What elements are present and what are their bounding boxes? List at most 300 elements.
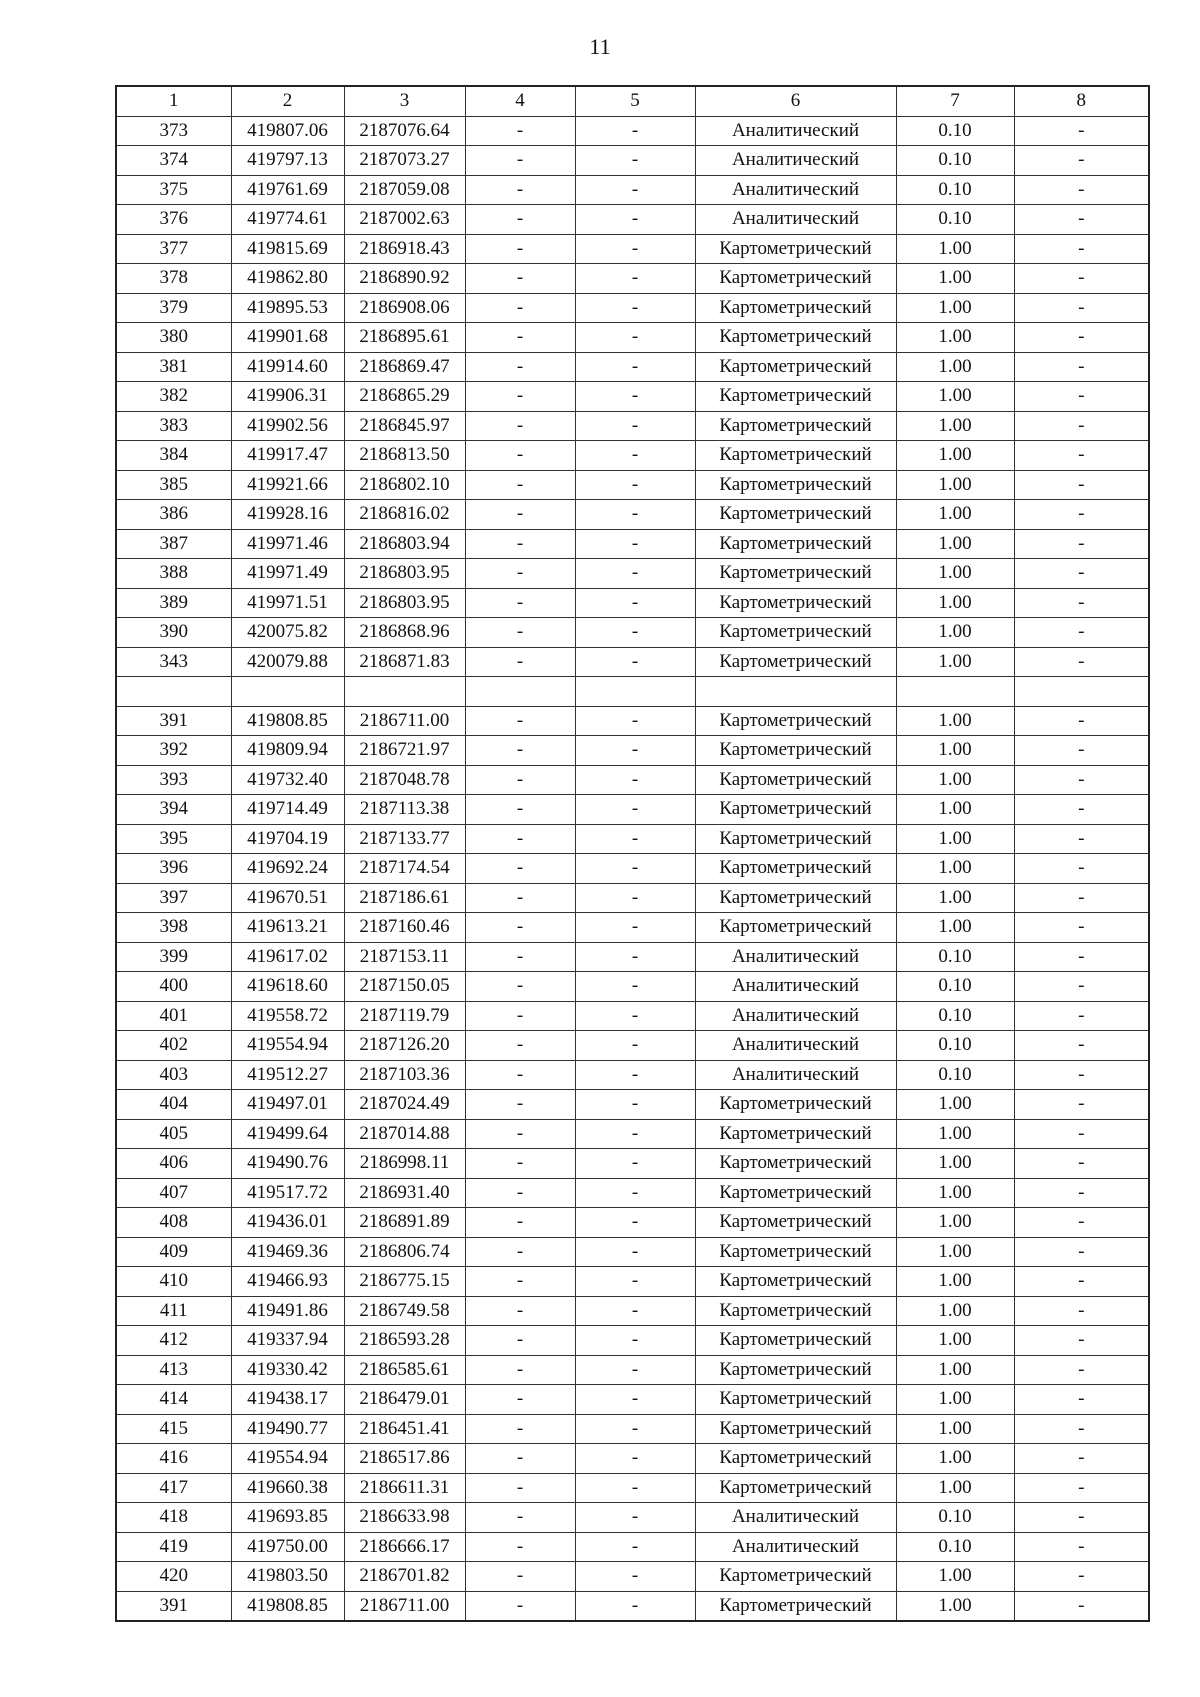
col-5-value-cell: - — [575, 736, 695, 766]
accuracy-cell: 0.10 — [896, 972, 1014, 1002]
col-5-value-cell: - — [575, 234, 695, 264]
y-coordinate-cell: 2187150.05 — [344, 972, 465, 1002]
y-coordinate-cell: 2186813.50 — [344, 441, 465, 471]
col-4-value-cell — [465, 677, 575, 707]
y-coordinate-cell: 2187160.46 — [344, 913, 465, 943]
point-number-cell: 418 — [116, 1503, 231, 1533]
table-row — [116, 175, 1149, 205]
accuracy-cell: 1.00 — [896, 1562, 1014, 1592]
col-4-value-cell: - — [465, 1031, 575, 1061]
accuracy-cell: 1.00 — [896, 559, 1014, 589]
y-coordinate-cell: 2187126.20 — [344, 1031, 465, 1061]
method-cell: Картометрический — [695, 736, 896, 766]
col-8-value-cell — [1014, 677, 1149, 707]
table-row — [116, 1591, 1149, 1621]
y-coordinate-cell: 2186633.98 — [344, 1503, 465, 1533]
col-5-value-cell: - — [575, 588, 695, 618]
point-number-cell: 374 — [116, 146, 231, 176]
table-row — [116, 500, 1149, 530]
table-row — [116, 588, 1149, 618]
x-coordinate-cell: 419466.93 — [231, 1267, 344, 1297]
accuracy-cell: 0.10 — [896, 146, 1014, 176]
point-number-cell: 381 — [116, 352, 231, 382]
x-coordinate-cell: 420075.82 — [231, 618, 344, 648]
table-row — [116, 677, 1149, 707]
method-cell: Картометрический — [695, 1178, 896, 1208]
point-number-cell: 343 — [116, 647, 231, 677]
method-cell: Картометрический — [695, 618, 896, 648]
x-coordinate-cell: 419490.77 — [231, 1414, 344, 1444]
table-row — [116, 824, 1149, 854]
y-coordinate-cell: 2187186.61 — [344, 883, 465, 913]
x-coordinate-cell: 419901.68 — [231, 323, 344, 353]
col-5-value-cell: - — [575, 1562, 695, 1592]
col-5-value-cell: - — [575, 1326, 695, 1356]
table-row — [116, 205, 1149, 235]
x-coordinate-cell: 419761.69 — [231, 175, 344, 205]
method-cell: Картометрический — [695, 1296, 896, 1326]
accuracy-cell — [896, 677, 1014, 707]
y-coordinate-cell: 2186701.82 — [344, 1562, 465, 1592]
x-coordinate-cell: 419803.50 — [231, 1562, 344, 1592]
y-coordinate-cell: 2186868.96 — [344, 618, 465, 648]
col-8-value-cell: - — [1014, 706, 1149, 736]
col-8-value-cell: - — [1014, 1060, 1149, 1090]
point-number-cell: 420 — [116, 1562, 231, 1592]
table-row — [116, 1444, 1149, 1474]
col-8-value-cell: - — [1014, 1385, 1149, 1415]
method-cell: Картометрический — [695, 1414, 896, 1444]
col-4-value-cell: - — [465, 618, 575, 648]
method-cell: Аналитический — [695, 1503, 896, 1533]
table-row — [116, 1503, 1149, 1533]
col-4-value-cell: - — [465, 1090, 575, 1120]
col-4-value-cell: - — [465, 1296, 575, 1326]
method-cell: Картометрический — [695, 883, 896, 913]
col-4-value-cell: - — [465, 1267, 575, 1297]
y-coordinate-cell: 2186775.15 — [344, 1267, 465, 1297]
col-5-value-cell: - — [575, 205, 695, 235]
col-8-value-cell: - — [1014, 146, 1149, 176]
table-row — [116, 293, 1149, 323]
table-row — [116, 382, 1149, 412]
col-8-value-cell: - — [1014, 1208, 1149, 1238]
point-number-cell: 387 — [116, 529, 231, 559]
method-cell: Картометрический — [695, 382, 896, 412]
col-4-value-cell: - — [465, 706, 575, 736]
col-5-value-cell: - — [575, 1414, 695, 1444]
x-coordinate-cell: 419808.85 — [231, 1591, 344, 1621]
col-4-value-cell: - — [465, 234, 575, 264]
point-number-cell: 403 — [116, 1060, 231, 1090]
y-coordinate-cell: 2187103.36 — [344, 1060, 465, 1090]
point-number-cell: 385 — [116, 470, 231, 500]
x-coordinate-cell: 419330.42 — [231, 1355, 344, 1385]
table-row — [116, 1237, 1149, 1267]
x-coordinate-cell: 419490.76 — [231, 1149, 344, 1179]
col-5-value-cell: - — [575, 765, 695, 795]
col-5-value-cell: - — [575, 1296, 695, 1326]
column-header-2: 2 — [231, 86, 344, 116]
accuracy-cell: 1.00 — [896, 1414, 1014, 1444]
method-cell: Картометрический — [695, 588, 896, 618]
point-number-cell: 378 — [116, 264, 231, 294]
col-5-value-cell: - — [575, 1001, 695, 1031]
accuracy-cell: 1.00 — [896, 1237, 1014, 1267]
col-4-value-cell: - — [465, 146, 575, 176]
accuracy-cell: 1.00 — [896, 647, 1014, 677]
col-8-value-cell: - — [1014, 1237, 1149, 1267]
accuracy-cell: 0.10 — [896, 1503, 1014, 1533]
x-coordinate-cell: 419497.01 — [231, 1090, 344, 1120]
method-cell: Картометрический — [695, 824, 896, 854]
y-coordinate-cell: 2186871.83 — [344, 647, 465, 677]
x-coordinate-cell: 419491.86 — [231, 1296, 344, 1326]
method-cell: Картометрический — [695, 647, 896, 677]
y-coordinate-cell: 2186869.47 — [344, 352, 465, 382]
table-row — [116, 883, 1149, 913]
col-5-value-cell: - — [575, 647, 695, 677]
y-coordinate-cell: 2186479.01 — [344, 1385, 465, 1415]
y-coordinate-cell: 2186711.00 — [344, 706, 465, 736]
col-8-value-cell: - — [1014, 1414, 1149, 1444]
accuracy-cell: 0.10 — [896, 942, 1014, 972]
point-number-cell: 417 — [116, 1473, 231, 1503]
accuracy-cell: 1.00 — [896, 1444, 1014, 1474]
accuracy-cell: 1.00 — [896, 529, 1014, 559]
col-5-value-cell: - — [575, 972, 695, 1002]
col-4-value-cell: - — [465, 1178, 575, 1208]
accuracy-cell: 1.00 — [896, 913, 1014, 943]
method-cell: Картометрический — [695, 441, 896, 471]
method-cell: Картометрический — [695, 352, 896, 382]
col-5-value-cell: - — [575, 1503, 695, 1533]
table-row — [116, 1296, 1149, 1326]
col-8-value-cell: - — [1014, 647, 1149, 677]
y-coordinate-cell: 2187076.64 — [344, 116, 465, 146]
point-number-cell: 391 — [116, 706, 231, 736]
col-4-value-cell: - — [465, 1355, 575, 1385]
col-8-value-cell: - — [1014, 854, 1149, 884]
method-cell: Картометрический — [695, 1267, 896, 1297]
x-coordinate-cell: 419512.27 — [231, 1060, 344, 1090]
x-coordinate-cell: 419921.66 — [231, 470, 344, 500]
col-8-value-cell: - — [1014, 1473, 1149, 1503]
col-4-value-cell: - — [465, 1060, 575, 1090]
x-coordinate-cell: 419704.19 — [231, 824, 344, 854]
col-8-value-cell: - — [1014, 264, 1149, 294]
method-cell: Картометрический — [695, 1208, 896, 1238]
table-row — [116, 323, 1149, 353]
point-number-cell: 419 — [116, 1532, 231, 1562]
point-number-cell: 415 — [116, 1414, 231, 1444]
col-8-value-cell: - — [1014, 736, 1149, 766]
col-8-value-cell: - — [1014, 1090, 1149, 1120]
col-5-value-cell: - — [575, 323, 695, 353]
method-cell: Картометрический — [695, 1090, 896, 1120]
col-5-value-cell: - — [575, 883, 695, 913]
method-cell: Картометрический — [695, 1355, 896, 1385]
point-number-cell: 400 — [116, 972, 231, 1002]
col-5-value-cell: - — [575, 706, 695, 736]
col-5-value-cell: - — [575, 795, 695, 825]
col-5-value-cell: - — [575, 1119, 695, 1149]
point-number-cell: 406 — [116, 1149, 231, 1179]
point-number-cell: 411 — [116, 1296, 231, 1326]
method-cell: Картометрический — [695, 1326, 896, 1356]
page-number: 11 — [589, 34, 611, 59]
point-number-cell: 386 — [116, 500, 231, 530]
y-coordinate-cell: 2186806.74 — [344, 1237, 465, 1267]
method-cell: Картометрический — [695, 1444, 896, 1474]
col-5-value-cell: - — [575, 942, 695, 972]
accuracy-cell: 1.00 — [896, 1267, 1014, 1297]
point-number-cell: 399 — [116, 942, 231, 972]
table-row — [116, 352, 1149, 382]
col-4-value-cell: - — [465, 1237, 575, 1267]
x-coordinate-cell: 419862.80 — [231, 264, 344, 294]
col-4-value-cell: - — [465, 1562, 575, 1592]
y-coordinate-cell: 2187024.49 — [344, 1090, 465, 1120]
col-8-value-cell: - — [1014, 293, 1149, 323]
col-4-value-cell: - — [465, 795, 575, 825]
method-cell — [695, 677, 896, 707]
method-cell: Аналитический — [695, 942, 896, 972]
coordinates-table — [115, 85, 1150, 1622]
col-5-value-cell: - — [575, 175, 695, 205]
table-row — [116, 1532, 1149, 1562]
col-8-value-cell: - — [1014, 1355, 1149, 1385]
y-coordinate-cell: 2187014.88 — [344, 1119, 465, 1149]
column-header-3: 3 — [344, 86, 465, 116]
y-coordinate-cell: 2186931.40 — [344, 1178, 465, 1208]
col-5-value-cell: - — [575, 146, 695, 176]
y-coordinate-cell: 2186803.95 — [344, 559, 465, 589]
table-row — [116, 234, 1149, 264]
method-cell: Картометрический — [695, 264, 896, 294]
point-number-cell: 382 — [116, 382, 231, 412]
y-coordinate-cell: 2186451.41 — [344, 1414, 465, 1444]
point-number-cell: 412 — [116, 1326, 231, 1356]
col-4-value-cell: - — [465, 1414, 575, 1444]
col-4-value-cell: - — [465, 293, 575, 323]
y-coordinate-cell: 2186908.06 — [344, 293, 465, 323]
point-number-cell: 397 — [116, 883, 231, 913]
point-number-cell — [116, 677, 231, 707]
y-coordinate-cell: 2186895.61 — [344, 323, 465, 353]
y-coordinate-cell — [344, 677, 465, 707]
col-8-value-cell: - — [1014, 765, 1149, 795]
table-row — [116, 1326, 1149, 1356]
col-5-value-cell: - — [575, 1267, 695, 1297]
table-row — [116, 264, 1149, 294]
table-row — [116, 116, 1149, 146]
col-4-value-cell: - — [465, 854, 575, 884]
point-number-cell: 404 — [116, 1090, 231, 1120]
col-8-value-cell: - — [1014, 323, 1149, 353]
col-8-value-cell: - — [1014, 470, 1149, 500]
x-coordinate-cell: 419714.49 — [231, 795, 344, 825]
point-number-cell: 377 — [116, 234, 231, 264]
col-5-value-cell: - — [575, 1031, 695, 1061]
y-coordinate-cell: 2186865.29 — [344, 382, 465, 412]
table-row — [116, 647, 1149, 677]
accuracy-cell: 1.00 — [896, 1178, 1014, 1208]
col-5-value-cell: - — [575, 618, 695, 648]
method-cell: Картометрический — [695, 559, 896, 589]
col-8-value-cell: - — [1014, 352, 1149, 382]
table-row — [116, 1178, 1149, 1208]
col-4-value-cell: - — [465, 824, 575, 854]
point-number-cell: 376 — [116, 205, 231, 235]
point-number-cell: 391 — [116, 1591, 231, 1621]
y-coordinate-cell: 2186749.58 — [344, 1296, 465, 1326]
col-4-value-cell: - — [465, 500, 575, 530]
col-8-value-cell: - — [1014, 1031, 1149, 1061]
col-8-value-cell: - — [1014, 559, 1149, 589]
table-row — [116, 411, 1149, 441]
x-coordinate-cell — [231, 677, 344, 707]
point-number-cell: 379 — [116, 293, 231, 323]
point-number-cell: 380 — [116, 323, 231, 353]
accuracy-cell: 1.00 — [896, 706, 1014, 736]
y-coordinate-cell: 2187119.79 — [344, 1001, 465, 1031]
x-coordinate-cell: 419971.46 — [231, 529, 344, 559]
col-8-value-cell: - — [1014, 972, 1149, 1002]
accuracy-cell: 1.00 — [896, 795, 1014, 825]
x-coordinate-cell: 419436.01 — [231, 1208, 344, 1238]
point-number-cell: 414 — [116, 1385, 231, 1415]
col-8-value-cell: - — [1014, 942, 1149, 972]
accuracy-cell: 0.10 — [896, 1060, 1014, 1090]
y-coordinate-cell: 2187153.11 — [344, 942, 465, 972]
col-4-value-cell: - — [465, 529, 575, 559]
table-row — [116, 706, 1149, 736]
col-4-value-cell: - — [465, 1503, 575, 1533]
col-8-value-cell: - — [1014, 1296, 1149, 1326]
y-coordinate-cell: 2187002.63 — [344, 205, 465, 235]
col-8-value-cell: - — [1014, 824, 1149, 854]
col-5-value-cell: - — [575, 1591, 695, 1621]
table-row — [116, 529, 1149, 559]
col-5-value-cell: - — [575, 293, 695, 323]
col-5-value-cell: - — [575, 470, 695, 500]
col-5-value-cell: - — [575, 1090, 695, 1120]
col-4-value-cell: - — [465, 1385, 575, 1415]
accuracy-cell: 1.00 — [896, 883, 1014, 913]
x-coordinate-cell: 419554.94 — [231, 1444, 344, 1474]
table-row — [116, 1355, 1149, 1385]
col-8-value-cell: - — [1014, 1532, 1149, 1562]
table-row — [116, 146, 1149, 176]
table-body — [116, 116, 1149, 1621]
y-coordinate-cell: 2186918.43 — [344, 234, 465, 264]
x-coordinate-cell: 419554.94 — [231, 1031, 344, 1061]
table-row — [116, 1031, 1149, 1061]
accuracy-cell: 1.00 — [896, 323, 1014, 353]
y-coordinate-cell: 2186711.00 — [344, 1591, 465, 1621]
y-coordinate-cell: 2186721.97 — [344, 736, 465, 766]
accuracy-cell: 1.00 — [896, 500, 1014, 530]
col-5-value-cell: - — [575, 1237, 695, 1267]
table-row — [116, 736, 1149, 766]
point-number-cell: 398 — [116, 913, 231, 943]
x-coordinate-cell: 419618.60 — [231, 972, 344, 1002]
y-coordinate-cell: 2187073.27 — [344, 146, 465, 176]
point-number-cell: 408 — [116, 1208, 231, 1238]
x-coordinate-cell: 419660.38 — [231, 1473, 344, 1503]
col-5-value-cell: - — [575, 411, 695, 441]
method-cell: Картометрический — [695, 1591, 896, 1621]
point-number-cell: 373 — [116, 116, 231, 146]
col-8-value-cell: - — [1014, 1149, 1149, 1179]
col-8-value-cell: - — [1014, 382, 1149, 412]
accuracy-cell: 1.00 — [896, 352, 1014, 382]
y-coordinate-cell: 2186816.02 — [344, 500, 465, 530]
col-4-value-cell: - — [465, 913, 575, 943]
accuracy-cell: 1.00 — [896, 1208, 1014, 1238]
table-row — [116, 470, 1149, 500]
x-coordinate-cell: 419693.85 — [231, 1503, 344, 1533]
point-number-cell: 392 — [116, 736, 231, 766]
x-coordinate-cell: 419670.51 — [231, 883, 344, 913]
column-header-6: 6 — [695, 86, 896, 116]
method-cell: Картометрический — [695, 765, 896, 795]
col-5-value-cell: - — [575, 559, 695, 589]
accuracy-cell: 1.00 — [896, 293, 1014, 323]
accuracy-cell: 1.00 — [896, 470, 1014, 500]
col-8-value-cell: - — [1014, 1267, 1149, 1297]
col-5-value-cell: - — [575, 824, 695, 854]
method-cell: Картометрический — [695, 529, 896, 559]
col-5-value-cell: - — [575, 1149, 695, 1179]
x-coordinate-cell: 419906.31 — [231, 382, 344, 412]
x-coordinate-cell: 419902.56 — [231, 411, 344, 441]
accuracy-cell: 1.00 — [896, 234, 1014, 264]
accuracy-cell: 1.00 — [896, 1326, 1014, 1356]
table-row — [116, 795, 1149, 825]
y-coordinate-cell: 2187133.77 — [344, 824, 465, 854]
table-row — [116, 1119, 1149, 1149]
method-cell: Картометрический — [695, 795, 896, 825]
col-8-value-cell: - — [1014, 795, 1149, 825]
accuracy-cell: 1.00 — [896, 411, 1014, 441]
x-coordinate-cell: 419692.24 — [231, 854, 344, 884]
col-4-value-cell: - — [465, 1473, 575, 1503]
point-number-cell: 384 — [116, 441, 231, 471]
col-4-value-cell: - — [465, 736, 575, 766]
y-coordinate-cell: 2186998.11 — [344, 1149, 465, 1179]
method-cell: Картометрический — [695, 323, 896, 353]
accuracy-cell: 1.00 — [896, 1296, 1014, 1326]
x-coordinate-cell: 419928.16 — [231, 500, 344, 530]
x-coordinate-cell: 419617.02 — [231, 942, 344, 972]
accuracy-cell: 1.00 — [896, 588, 1014, 618]
method-cell: Аналитический — [695, 1060, 896, 1090]
accuracy-cell: 0.10 — [896, 205, 1014, 235]
x-coordinate-cell: 419809.94 — [231, 736, 344, 766]
column-header-4: 4 — [465, 86, 575, 116]
method-cell: Аналитический — [695, 1532, 896, 1562]
method-cell: Аналитический — [695, 1001, 896, 1031]
col-4-value-cell: - — [465, 470, 575, 500]
col-4-value-cell: - — [465, 323, 575, 353]
point-number-cell: 416 — [116, 1444, 231, 1474]
col-8-value-cell: - — [1014, 1119, 1149, 1149]
col-5-value-cell: - — [575, 264, 695, 294]
method-cell: Картометрический — [695, 411, 896, 441]
method-cell: Картометрический — [695, 854, 896, 884]
